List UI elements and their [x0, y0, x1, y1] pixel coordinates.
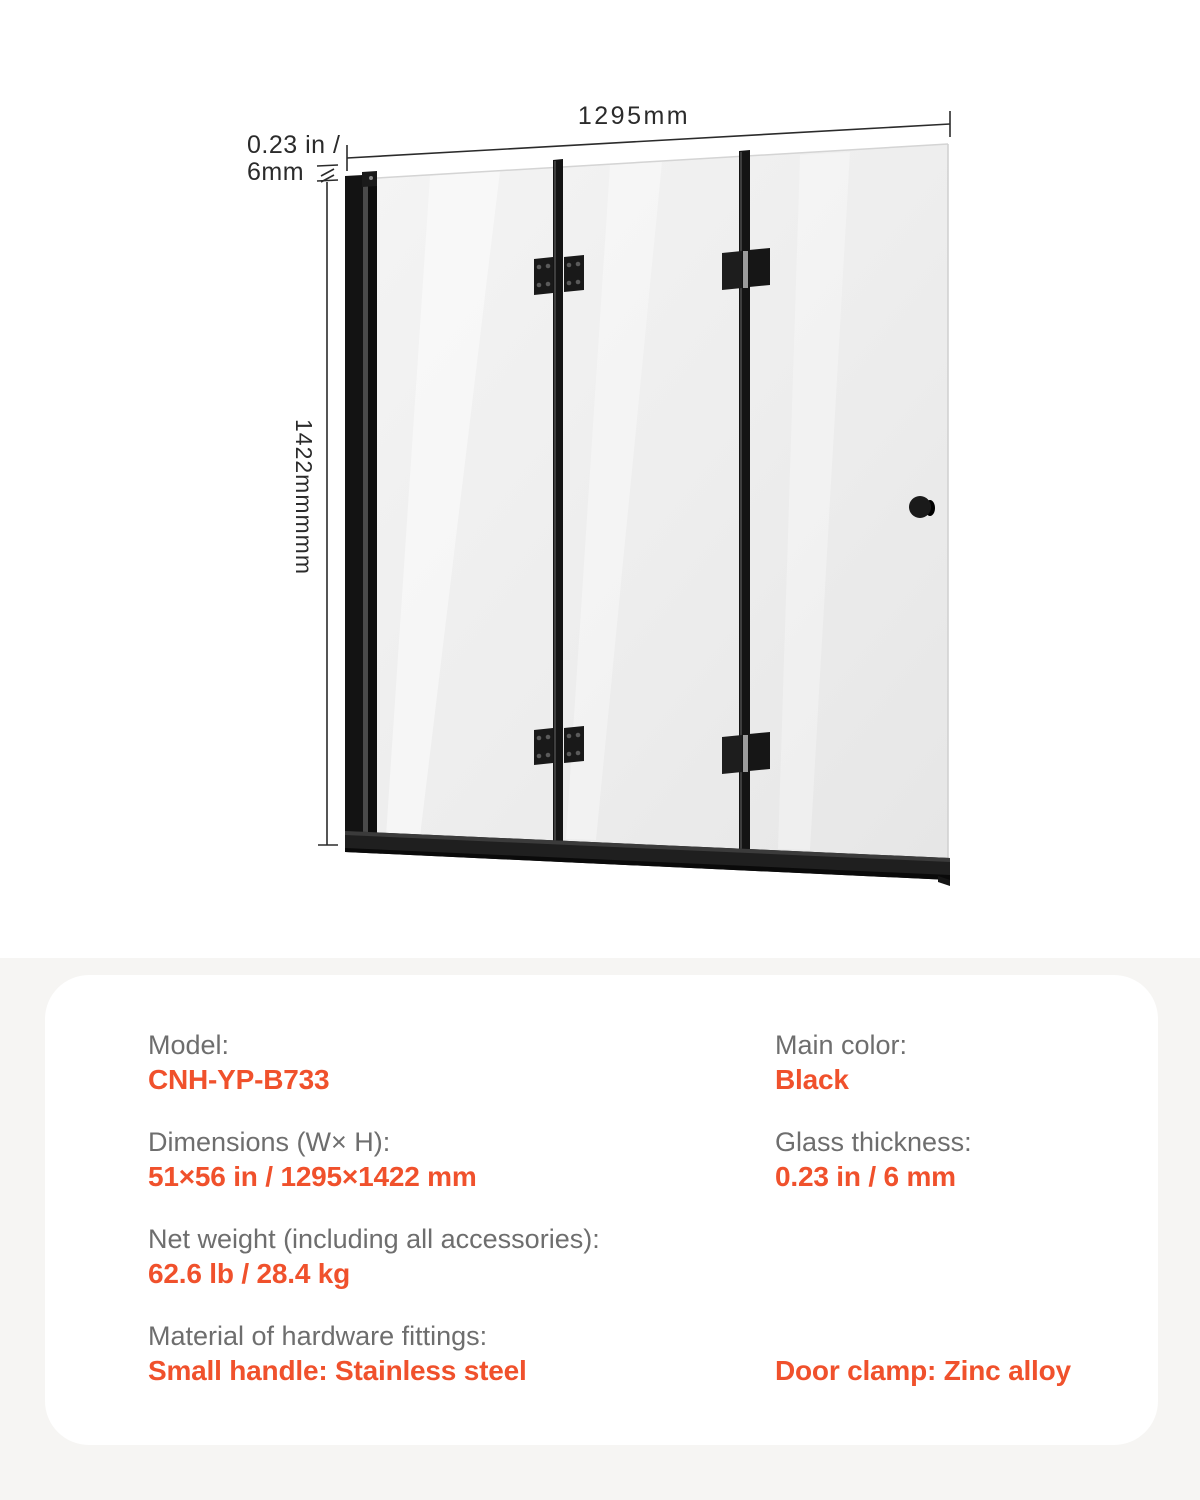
spec-glass-thickness — [775, 1125, 1135, 1194]
spec-value: 51×56 in / 1295×1422 mm — [148, 1161, 477, 1192]
spec-label: Glass thickness: — [775, 1127, 972, 1157]
spec-label: Dimensions (W× H): — [148, 1127, 391, 1157]
spec-label: Main color: — [775, 1030, 908, 1060]
hinge-bottom-right — [722, 732, 770, 774]
wall-profile — [345, 171, 377, 852]
height-dimension-label: 1422mmmmm — [291, 419, 317, 575]
spec-cell-empty — [775, 1222, 1135, 1291]
hinge-top-right — [722, 248, 770, 290]
spec-net-weight — [148, 1222, 748, 1291]
spec-label: Model: — [148, 1030, 230, 1060]
spec-label: Net weight (including all accessories): — [148, 1224, 600, 1254]
spec-card — [45, 975, 1158, 1445]
spec-value: CNH-YP-B733 — [148, 1064, 330, 1095]
spec-label — [775, 1222, 1135, 1256]
spec-value: Door clamp: Zinc alloy — [775, 1355, 1071, 1386]
height-dimension — [318, 182, 338, 845]
fold-mullion-1 — [553, 159, 563, 851]
spec-value: Small handle: Stainless steel — [148, 1355, 527, 1386]
spec-hardware-material — [148, 1319, 748, 1388]
spec-value: 62.6 lb / 28.4 kg — [148, 1258, 351, 1289]
spec-door-clamp — [775, 1319, 1135, 1388]
spec-column-right — [775, 1028, 1135, 1388]
spec-value: Black — [775, 1064, 849, 1095]
width-dimension-label: 1295mm — [577, 102, 691, 130]
spec-label: Material of hardware fittings: — [148, 1321, 488, 1351]
spec-label — [775, 1319, 1135, 1353]
spec-model — [148, 1028, 748, 1097]
thickness-dimension — [317, 165, 338, 182]
spec-column-left — [148, 1028, 748, 1388]
thickness-label-line2: 6mm — [247, 158, 305, 186]
spec-main-color — [775, 1028, 1135, 1097]
spec-value: 0.23 in / 6 mm — [775, 1161, 956, 1192]
spec-dimensions — [148, 1125, 748, 1194]
thickness-label-line1: 0.23 in / — [247, 131, 341, 159]
